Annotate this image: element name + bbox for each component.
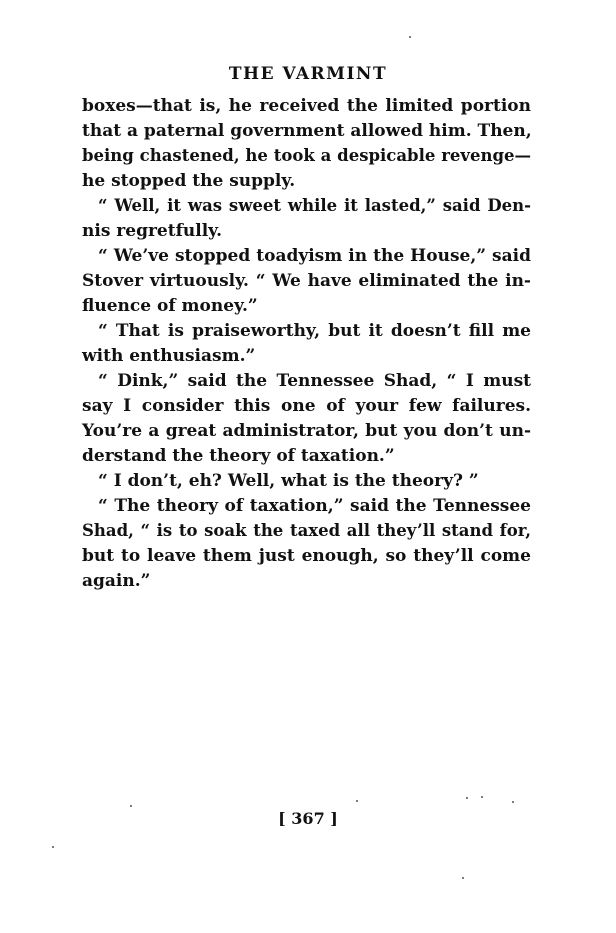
scan-speck bbox=[462, 877, 464, 879]
scan-speck bbox=[356, 800, 358, 802]
scan-speck bbox=[481, 796, 483, 798]
text-line: “ I don’t, eh? Well, what is the theory? ” bbox=[98, 471, 479, 491]
scan-speck bbox=[466, 797, 468, 799]
scan-speck bbox=[512, 801, 514, 803]
text-line: derstand the theory of taxation.” bbox=[82, 446, 395, 466]
scan-speck bbox=[52, 846, 54, 848]
text-line: “ The theory of taxation,” said the Tennessee bbox=[98, 496, 531, 516]
text-line: boxes—that is, he received the limited portion bbox=[82, 96, 531, 116]
scan-speck bbox=[409, 36, 411, 38]
scan-speck bbox=[130, 805, 132, 807]
text-line: “ Well, it was sweet while it lasted,” said Den- bbox=[98, 196, 531, 215]
text-line: again.” bbox=[82, 571, 151, 591]
text-line: “ We’ve stopped toadyism in the House,” said bbox=[98, 246, 531, 266]
text-line: with enthusiasm.” bbox=[82, 346, 256, 366]
text-line: nis regretfully. bbox=[82, 221, 223, 241]
text-line: fluence of money.” bbox=[82, 296, 258, 316]
text-line: he stopped the supply. bbox=[82, 171, 296, 191]
text-line: that a paternal government allowed him. Then, bbox=[82, 121, 532, 141]
text-line: You’re a great administrator, but you don’t un- bbox=[82, 421, 531, 441]
text-line: Stover virtuously. “ We have eliminated the in- bbox=[82, 271, 531, 291]
page-number: [ 367 ] bbox=[278, 809, 338, 828]
running-head: THE VARMINT bbox=[228, 64, 388, 84]
text-line: but to leave them just enough, so they’ll come bbox=[82, 546, 531, 566]
text-line: Shad, “ is to soak the taxed all they’ll stand for, bbox=[82, 521, 531, 540]
text-line: being chastened, he took a despicable revenge— bbox=[82, 146, 531, 165]
text-line: “ That is praiseworthy, but it doesn’t fill me bbox=[98, 321, 531, 341]
text-line: “ Dink,” said the Tennessee Shad, “ I must bbox=[98, 371, 531, 391]
text-line: say I consider this one of your few failures. bbox=[82, 396, 531, 416]
